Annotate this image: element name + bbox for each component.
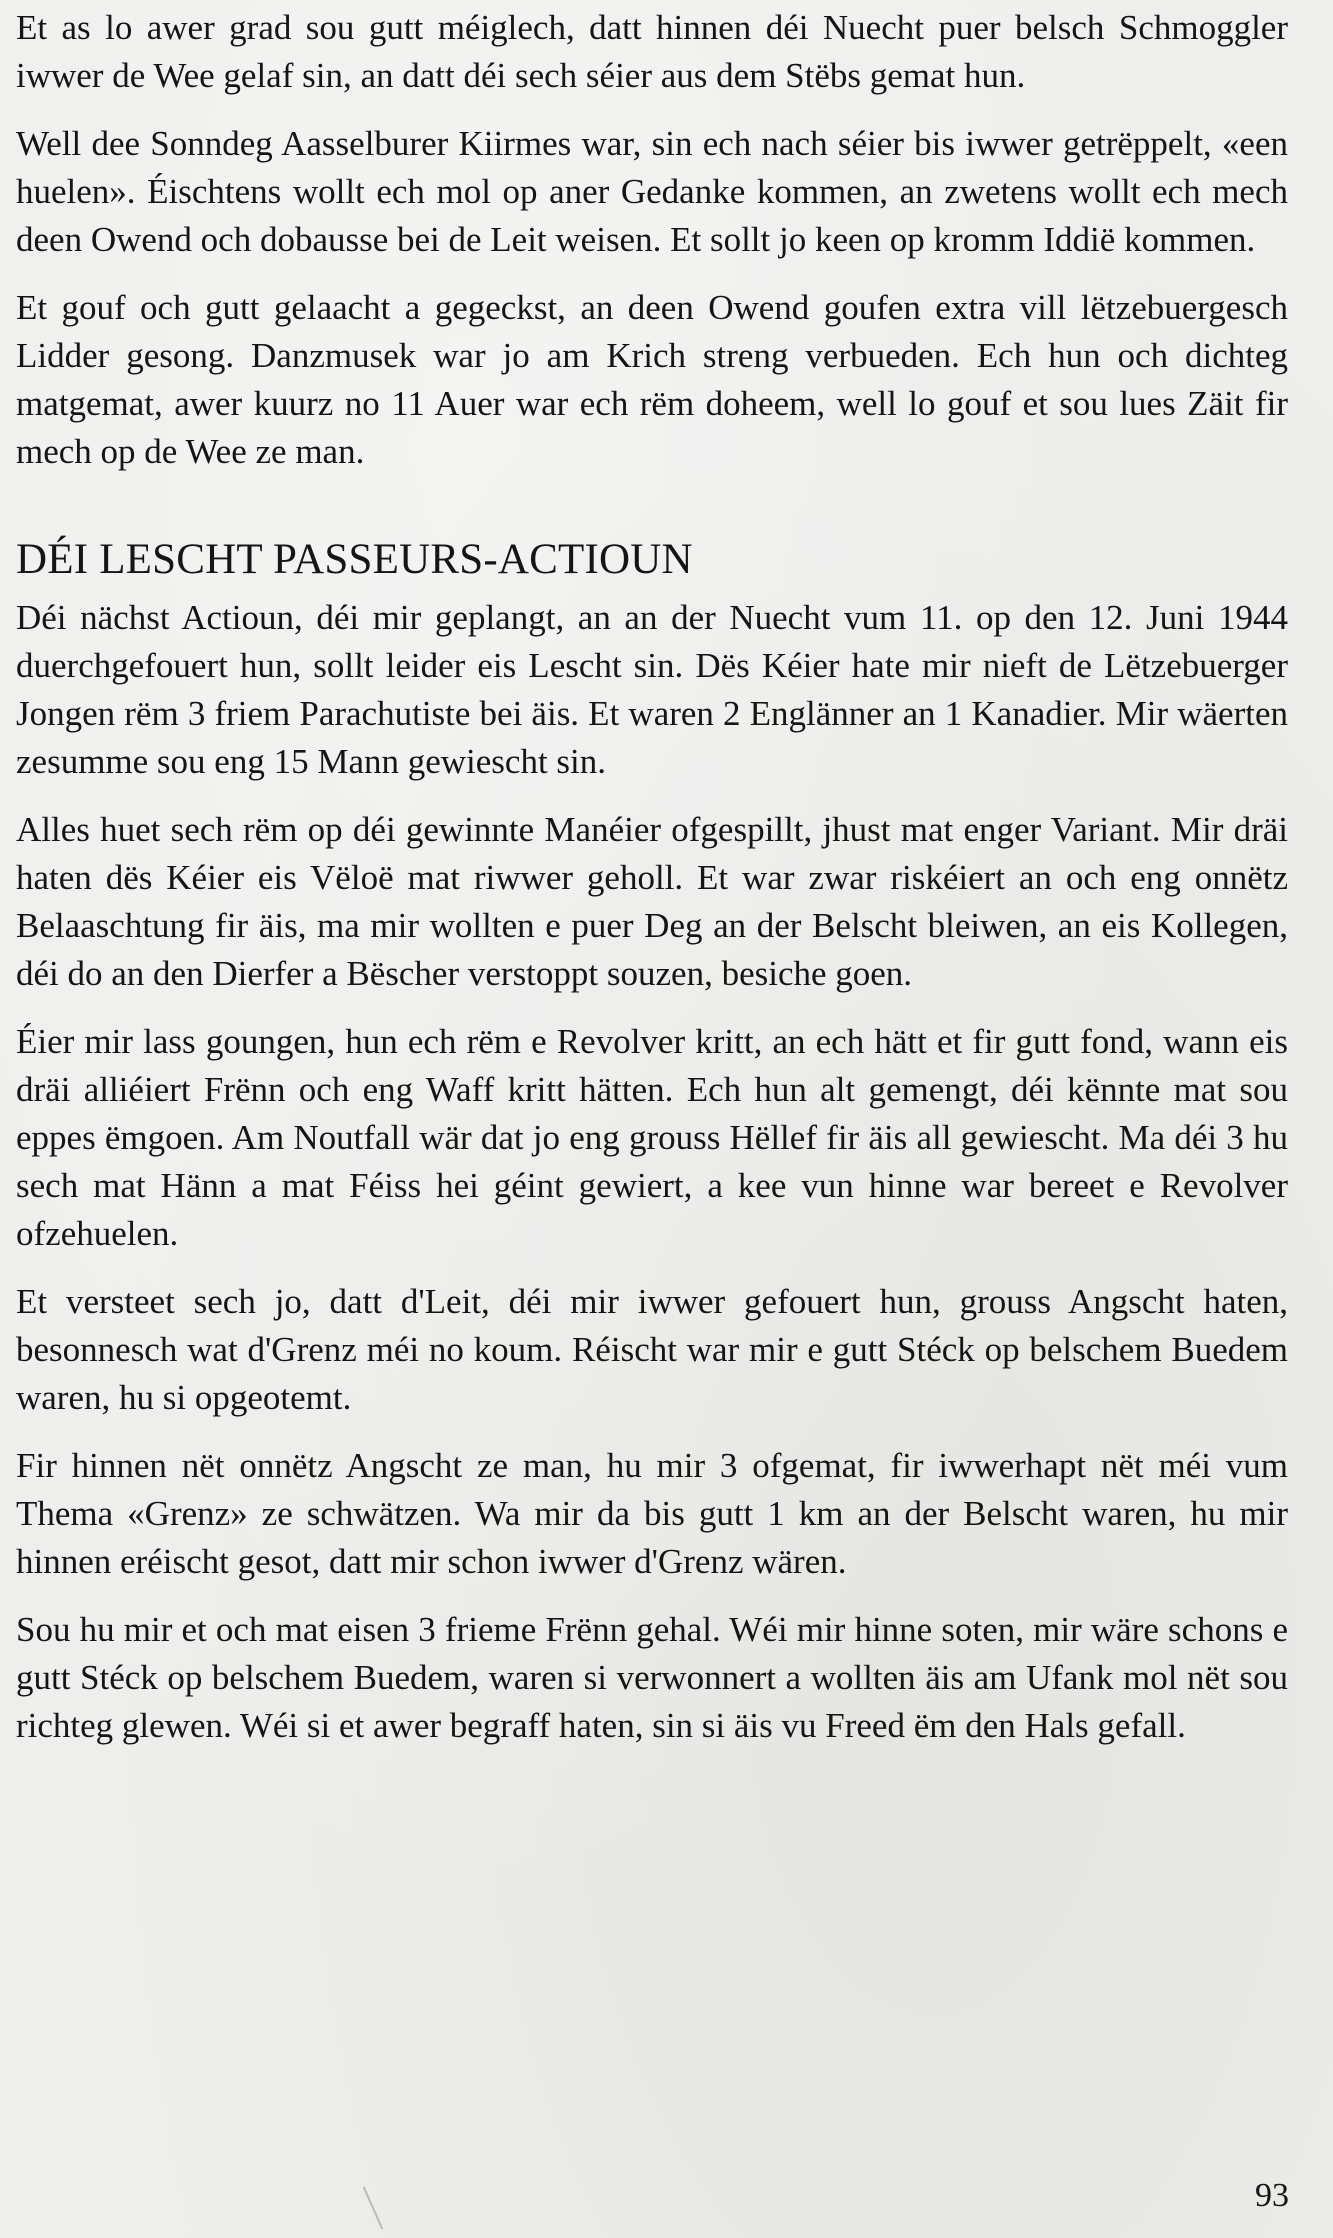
page-body bbox=[16, 4, 1288, 1770]
paragraph-intro-2: Well dee Sonndeg Aasselburer Kiirmes war, sin ech nach séier bis iwwer getrëppelt, «een huelen». Éischtens wollt ech mol op aner Gedanke kommen, an zwetens wollt ech mech deen Owend och dobausse bei de Leit weisen. Et sollt jo keen op kromm Iddië kommen. bbox=[16, 124, 1288, 259]
paragraph-intro-1: Et as lo awer grad sou gutt méiglech, datt hinnen déi Nuecht puer belsch Schmoggler iwwer de Wee gelaf sin, an datt déi sech séier aus dem Stëbs gemat hun. bbox=[16, 8, 1288, 95]
scan-pencil-mark bbox=[363, 2187, 384, 2230]
page-number: 93 bbox=[1255, 2177, 1289, 2214]
paragraph-section-3: Éier mir lass goungen, hun ech rëm e Revolver kritt, an ech hätt et fir gutt fond, wann eis dräi alliéiert Frënn och eng Waff kritt hätten. Ech hun alt gemengt, déi kënnte mat sou eppes ëmgoen. Am Noutfall wär dat jo eng grouss Hëllef fir äis all gewiescht. Ma déi 3 hu sech mat Hänn a mat Féiss hei géint gewiert, a kee vun hinne war bereet e Revolver ofzehuelen. bbox=[16, 1022, 1288, 1253]
paragraph-section-2: Alles huet sech rëm op déi gewinnte Manéier ofgespillt, jhust mat enger Variant. Mir dräi haten dës Kéier eis Vëloë mat riwwer geholl. Et war zwar riskéiert an och eng onnëtz Belaaschtung fir äis, ma mir wollten e puer Deg an der Belscht bleiwen, an eis Kollegen, déi do an den Dierfer a Bëscher verstoppt souzen, besiche goen. bbox=[16, 810, 1288, 993]
section-heading: DÉI LESCHT PASSEURS-ACTIOUN bbox=[16, 536, 693, 583]
paragraph-section-5: Fir hinnen nët onnëtz Angscht ze man, hu mir 3 ofgemat, fir iwwerhapt nët méi vum Thema «Grenz» ze schwätzen. Wa mir da bis gutt 1 km an der Belscht waren, hu mir hinnen eréischt gesot, datt mir schon iwwer d'Grenz wären. bbox=[16, 1446, 1288, 1581]
paragraph-section-1: Déi nächst Actioun, déi mir geplangt, an an der Nuecht vum 11. op den 12. Juni 1944 duerchgefouert hun, sollt leider eis Lescht sin. Dës Kéier hate mir nieft de Lëtzebuerger Jongen rëm 3 friem Parachutiste bei äis. Et waren 2 Englänner an 1 Kanadier. Mir wäerten zesumme sou eng 15 Mann gewiescht sin. bbox=[16, 598, 1288, 781]
paragraph-intro-3: Et gouf och gutt gelaacht a gegeckst, an deen Owend goufen extra vill lëtzebuergesch Lidder gesong. Danzmusek war jo am Krich streng verbueden. Ech hun och dichteg matgemat, awer kuurz no 11 Auer war ech rëm doheem, well lo gouf et sou lues Zäit fir mech op de Wee ze man. bbox=[16, 288, 1288, 471]
paragraph-section-4: Et versteet sech jo, datt d'Leit, déi mir iwwer gefouert hun, grouss Angscht haten, besonnesch wat d'Grenz méi no koum. Réischt war mir e gutt Stéck op belschem Buedem waren, hu si opgeotemt. bbox=[16, 1282, 1288, 1417]
paragraph-section-6: Sou hu mir et och mat eisen 3 frieme Frënn gehal. Wéi mir hinne soten, mir wäre schons e gutt Stéck op belschem Buedem, waren si verwonnert a wollten äis am Ufank mol nët sou richteg glewen. Wéi si et awer begraff haten, sin si äis vu Freed ëm den Hals gefall. bbox=[16, 1610, 1288, 1745]
